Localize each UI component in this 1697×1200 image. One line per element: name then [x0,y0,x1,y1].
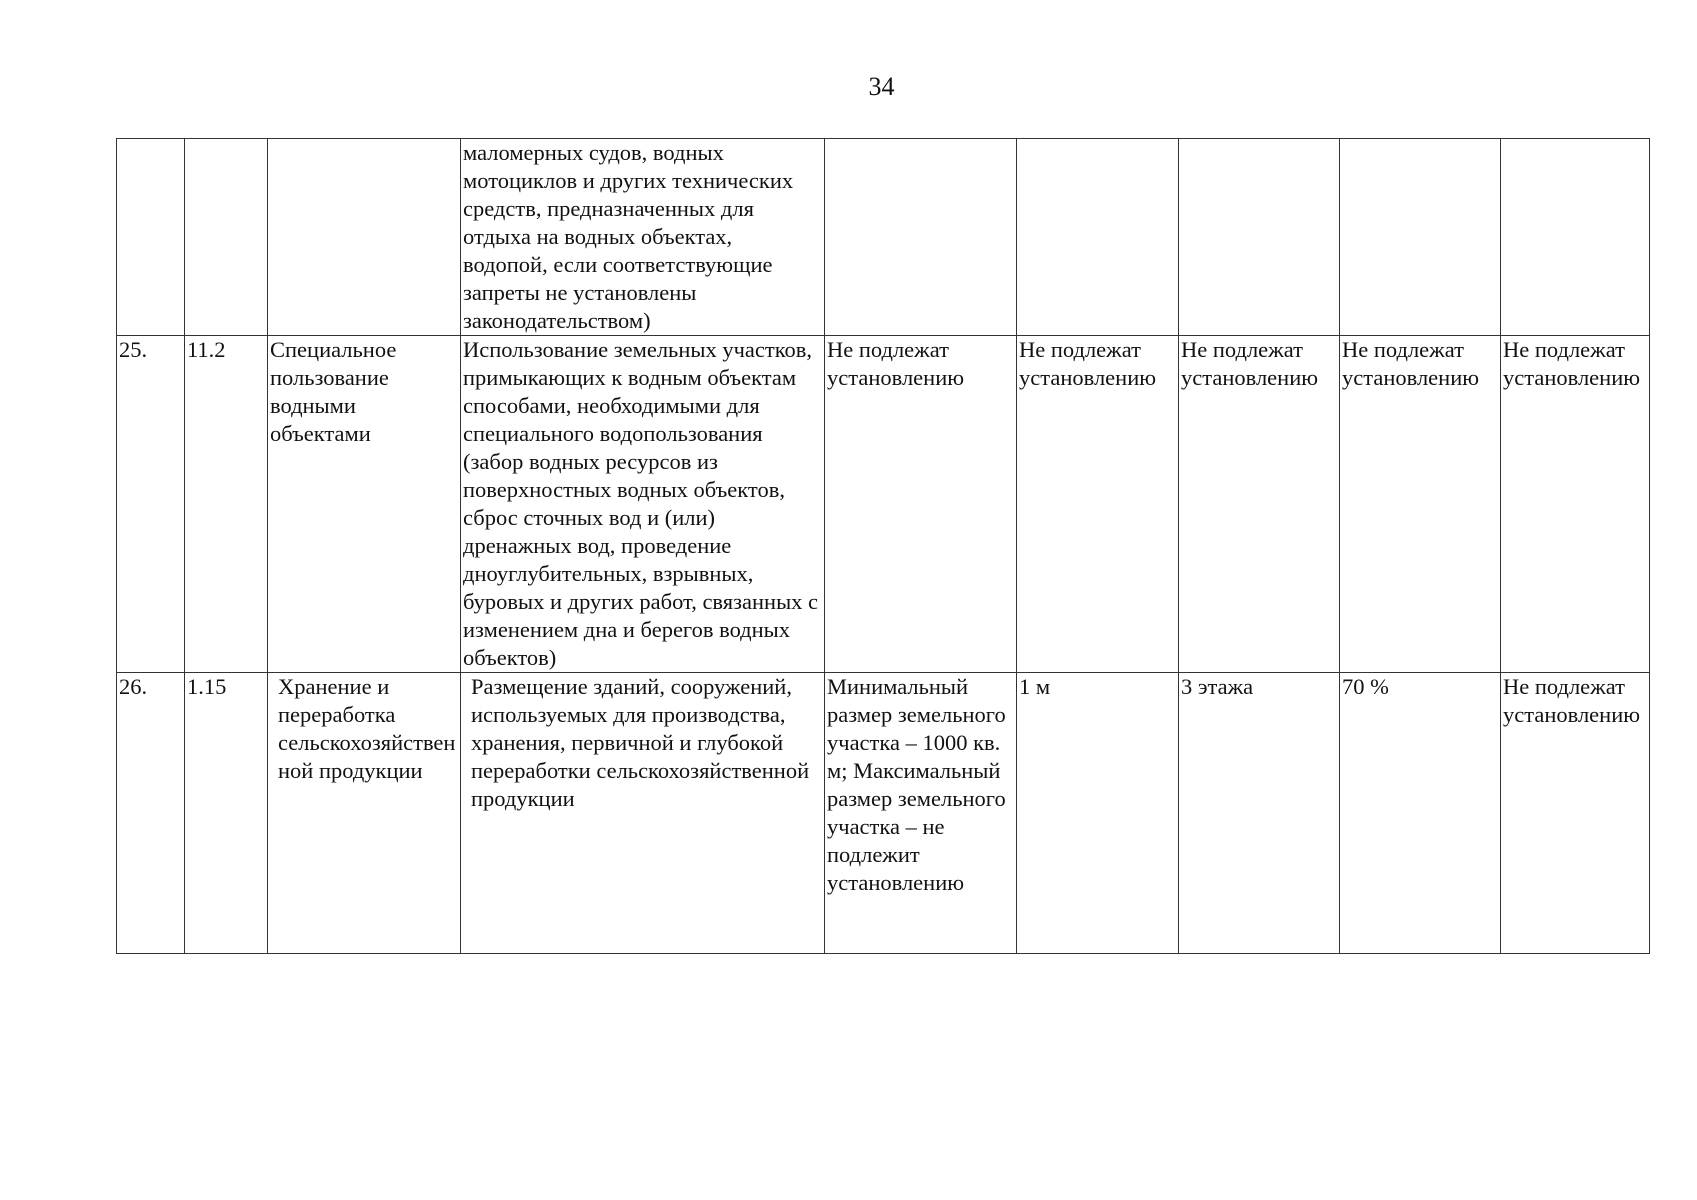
row-number: 25. [119,337,148,362]
parameter-plot-size: Не подлежат установлению [827,337,965,390]
row-number-cell [117,673,185,954]
description-cell [461,139,825,336]
parameter-plot-size: Минимальный размер земельного участка – 1000 кв. м; Максимальный размер земельного участка – не подлежит установлению [827,674,1006,895]
table-row-continuation [117,139,1650,336]
row-number: 26. [119,674,148,699]
name-cell [268,139,461,336]
use-code: 11.2 [187,337,226,362]
row-number-cell [117,336,185,673]
table-row [117,336,1650,673]
parameter-cell [1179,336,1340,673]
description-cell [461,673,825,954]
parameter-cell [1501,336,1650,673]
use-name: Специальное пользование водными объектами [270,337,397,446]
parameter-coverage: Не подлежат установлению [1342,337,1480,390]
parameter-coverage: 70 % [1342,674,1389,699]
use-description: Использование земельных участков, примыкающих к водным объектам способами, необходимыми для специального водопользования (забор водных ресурсов из поверхностных водных объектов, сброс сточных вод и (или) дренажных вод, проведение дноуглубительных, взрывных, буровых и других работ, связанных с изменением дна и берегов водных объектов) [463,337,819,670]
use-name: Хранение и переработка сельскохозяйственной продукции [278,674,456,783]
parameter-cell [825,336,1017,673]
parameter-setback: 1 м [1019,674,1051,699]
parameter-cell [1017,336,1179,673]
parameter-cell [1179,139,1340,336]
description-cell [461,336,825,673]
code-cell [185,673,268,954]
page-number: 34 [868,72,895,101]
use-code: 1.15 [187,674,227,699]
use-description: маломерных судов, водных мотоциклов и других технических средств, предназначенных для отдыха на водных объектах, водопой, если соответствующие запреты не установлены законодательством) [463,140,794,333]
parameter-other: Не подлежат установлению [1503,674,1641,727]
parameter-other: Не подлежат установлению [1503,337,1641,390]
parameter-cell [1179,673,1340,954]
parameter-floors: 3 этажа [1181,674,1254,699]
parameter-cell [825,673,1017,954]
code-cell [185,336,268,673]
land-use-regulations-table [116,138,1650,954]
code-cell [185,139,268,336]
use-description: Размещение зданий, сооружений, используемых для производства, хранения, первичной и глубокой переработки сельскохозяйственной продукции [471,674,810,811]
parameter-setback: Не подлежат установлению [1019,337,1157,390]
parameter-cell [1017,139,1179,336]
parameter-cell [1501,673,1650,954]
table-row [117,673,1650,954]
parameter-cell [1017,673,1179,954]
row-number-cell [117,139,185,336]
name-cell [268,336,461,673]
name-cell [268,673,461,954]
parameter-cell [1340,673,1501,954]
parameter-cell [1501,139,1650,336]
parameter-cell [1340,336,1501,673]
parameter-cell [825,139,1017,336]
parameter-cell [1340,139,1501,336]
parameter-floors: Не подлежат установлению [1181,337,1319,390]
